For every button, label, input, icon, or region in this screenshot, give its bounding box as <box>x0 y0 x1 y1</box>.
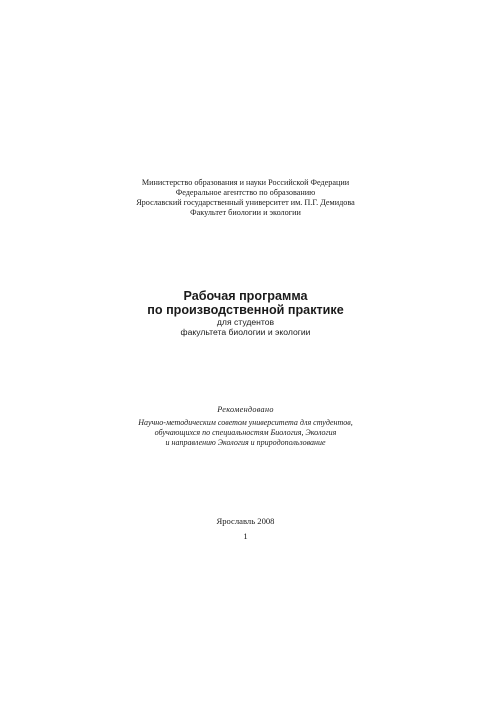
city-year: Ярославль 2008 <box>216 516 275 526</box>
recommendation-line-3: и направлению Экология и природопользование <box>165 438 326 447</box>
institution-header <box>0 178 491 218</box>
page-number: 1 <box>243 531 248 541</box>
university-line: Ярославский государственный университет им. П.Г. Демидова <box>136 198 355 207</box>
title-line-2: по производственной практике <box>147 303 344 317</box>
recommendation-heading: Рекомендовано <box>217 405 274 414</box>
subtitle-line-2: факультета биологии и экологии <box>180 327 311 337</box>
subtitle-line-1: для студентов <box>216 317 275 327</box>
recommendation-line-2: обучающихся по специальностям Биология, Экология <box>154 428 337 437</box>
recommendation-line-1: Научно-методическим советом университета для студентов, <box>138 418 353 427</box>
page-footer <box>0 516 491 542</box>
recommendation-block <box>0 405 491 448</box>
faculty-line: Факультет биологии и экологии <box>190 208 301 217</box>
agency-line: Федеральное агентство по образованию <box>175 188 316 197</box>
document-title <box>0 289 491 337</box>
title-line-1: Рабочая программа <box>183 289 308 303</box>
ministry-line: Министерство образования и науки Российской Федерации <box>141 178 350 187</box>
